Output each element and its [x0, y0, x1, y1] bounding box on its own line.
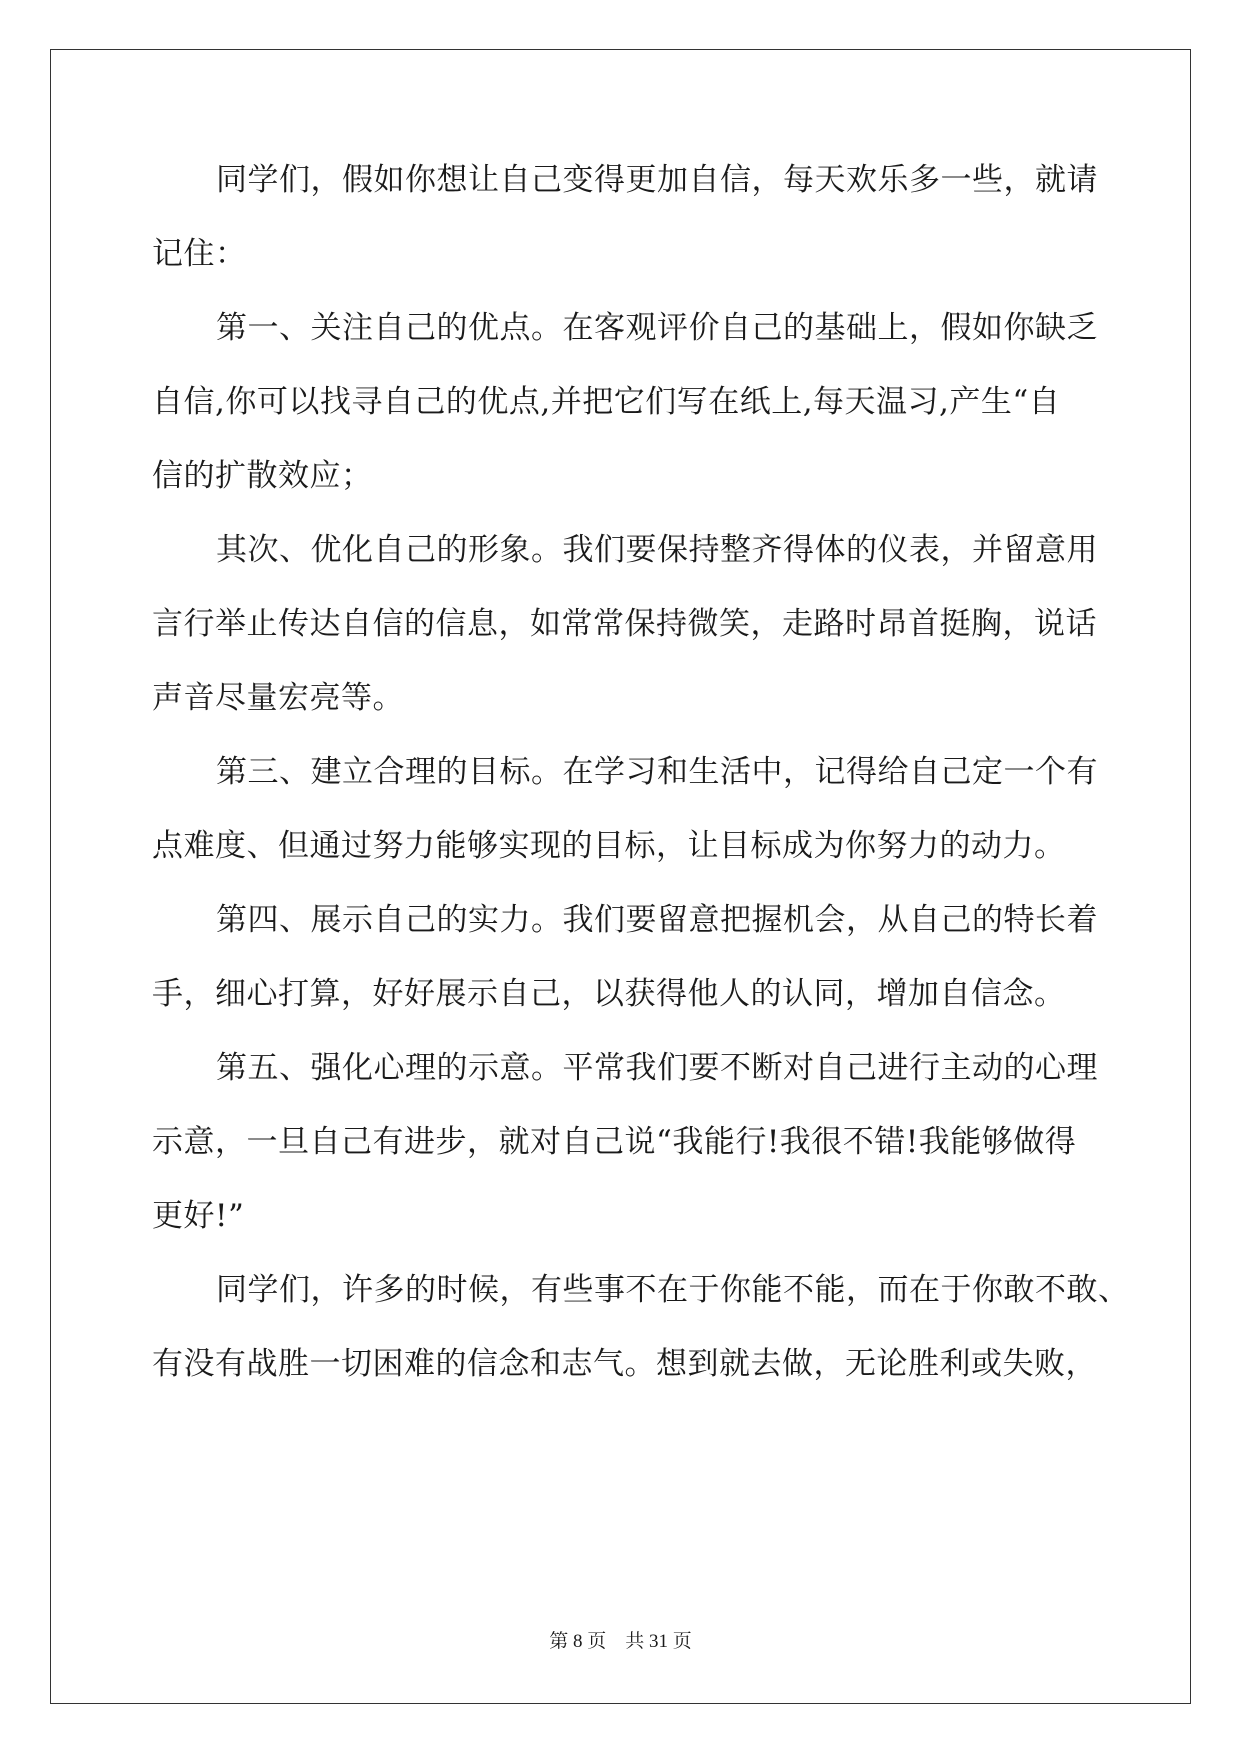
paragraph-4-line-1: 第三、建立合理的目标。在学习和生活中，记得给自己定一个有 [216, 754, 1098, 790]
paragraph-7-line-1: 同学们，许多的时候，有些事不在于你能不能，而在于你敢不敢、 [216, 1272, 1130, 1308]
paragraph-6-line-1: 第五、强化心理的示意。平常我们要不断对自己进行主动的心理 [216, 1050, 1098, 1086]
paragraph-2-line-2: 自信,你可以找寻自己的优点,并把它们写在纸上,每天温习,产生“自 [152, 384, 1061, 420]
paragraph-7-line-2: 有没有战胜一切困难的信念和志气。想到就去做，无论胜利或失败， [152, 1346, 1097, 1382]
paragraph-1-line-2: 记住： [152, 236, 247, 272]
paragraph-2-line-3: 信的扩散效应； [152, 458, 373, 494]
paragraph-4-line-2: 点难度、但通过努力能够实现的目标，让目标成为你努力的动力。 [152, 828, 1066, 864]
paragraph-3-line-1: 其次、优化自己的形象。我们要保持整齐得体的仪表，并留意用 [216, 532, 1098, 568]
paragraph-6-line-2: 示意，一旦自己有进步，就对自己说“我能行!我很不错!我能够做得 [152, 1124, 1077, 1160]
paragraph-1-line-1: 同学们，假如你想让自己变得更加自信，每天欢乐多一些，就请 [216, 162, 1098, 198]
page-frame [50, 49, 1191, 1704]
page-footer [0, 1626, 1241, 1653]
page-number-label: 第 8 页 共 31 页 [549, 1631, 692, 1652]
paragraph-5-line-2: 手，细心打算，好好展示自己，以获得他人的认同，增加自信念。 [152, 976, 1066, 1012]
paragraph-5-line-1: 第四、展示自己的实力。我们要留意把握机会，从自己的特长着 [216, 902, 1098, 938]
paragraph-2-line-1: 第一、关注自己的优点。在客观评价自己的基础上，假如你缺乏 [216, 310, 1098, 346]
paragraph-3-line-3: 声音尽量宏亮等。 [152, 680, 404, 716]
paragraph-6-line-3: 更好!” [152, 1198, 245, 1234]
paragraph-3-line-2: 言行举止传达自信的信息，如常常保持微笑，走路时昂首挺胸，说话 [152, 606, 1097, 642]
